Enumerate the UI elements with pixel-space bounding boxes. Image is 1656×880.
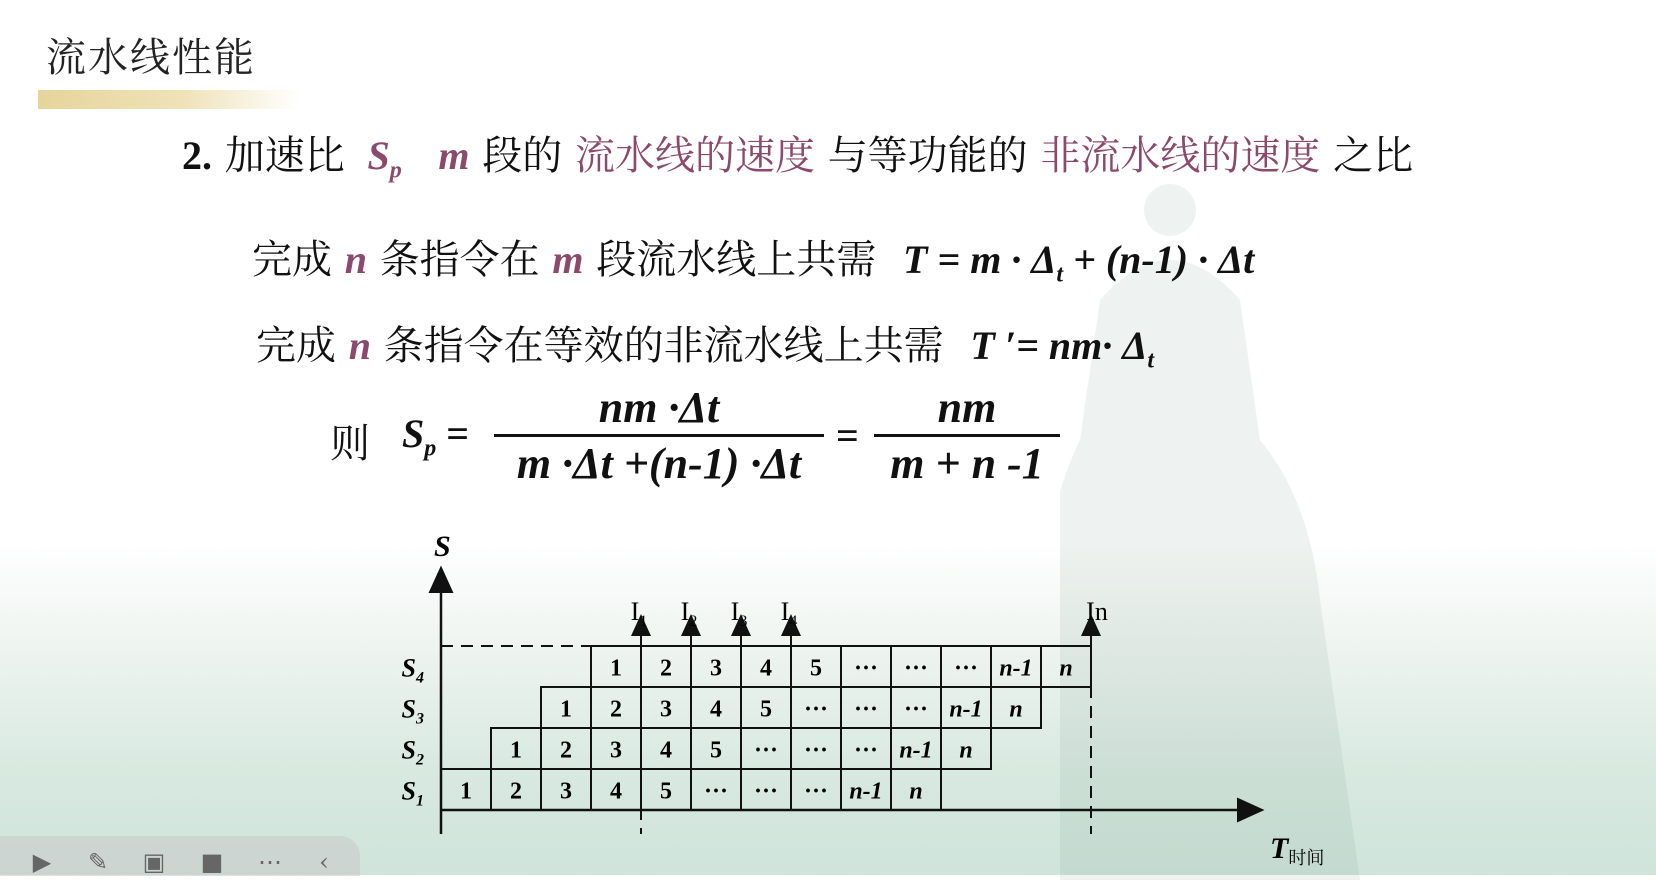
stage-label: $S_1$ <box>401 776 424 810</box>
stage-count-m: m <box>438 133 470 178</box>
heading-text-2: 段的 <box>482 133 563 179</box>
cell-label: 5 <box>710 737 722 764</box>
equals-sign: = <box>836 413 859 458</box>
x-axis-label: $T_{时间}$ <box>1270 832 1325 869</box>
heading-text-4: 之比 <box>1333 133 1414 179</box>
cell-label: ··· <box>853 696 879 723</box>
cell-label: 4 <box>760 655 772 682</box>
pipeline-time-formula: $T = m \cdot \Delta_t + (n-1) \cdot \Delta t$ <box>902 237 1255 288</box>
output-label: $I_2$ <box>680 597 698 630</box>
cell-label: 3 <box>560 778 572 805</box>
y-axis-label: S <box>434 530 451 563</box>
cell-label: ··· <box>753 737 779 764</box>
cell-label: n-1 <box>949 696 983 723</box>
cell-label: ··· <box>703 778 729 805</box>
speedup-symbol: $S_p$ <box>367 133 402 184</box>
cell-label: n-1 <box>849 778 883 805</box>
cell-label: 5 <box>660 778 672 805</box>
cell-label: ··· <box>803 778 829 805</box>
cell-label: ··· <box>753 778 779 805</box>
line1-n: n <box>344 237 367 282</box>
line1-text-2: 条指令在 <box>379 237 540 283</box>
non-pipeline-time-formula: T ′= $nm\cdot \Delta_t$ <box>970 323 1154 374</box>
cell-label: 3 <box>660 696 672 723</box>
cell-label: 3 <box>610 737 622 764</box>
cell-label: n-1 <box>899 737 933 764</box>
cell-label: 2 <box>660 655 672 682</box>
non-pipeline-speed-highlight: 非流水线的速度 <box>1040 133 1321 179</box>
line1-text-3: 段流水线上共需 <box>596 237 877 283</box>
heading-text-1: 加速比 <box>224 133 345 179</box>
cell-label: ··· <box>953 655 979 682</box>
cell-label: 5 <box>810 655 822 682</box>
cell-label: ··· <box>853 655 879 682</box>
page-title: 流水线性能 <box>46 35 256 81</box>
cell-label: 3 <box>710 655 722 682</box>
cell-label: ··· <box>903 655 929 682</box>
cell-label: 4 <box>660 737 672 764</box>
cell-label: 1 <box>460 778 472 805</box>
stage-label: $S_4$ <box>401 653 424 687</box>
speedup-lhs: $S_p$ = <box>402 411 470 462</box>
cell-label: 4 <box>710 696 722 723</box>
play-icon[interactable]: ▶ <box>32 848 52 876</box>
output-label: $I_3$ <box>730 597 748 630</box>
cell-label: ··· <box>903 696 929 723</box>
cell-label: n-1 <box>999 655 1033 682</box>
then-label: 则 <box>330 421 370 467</box>
screenshot-icon[interactable]: ▣ <box>142 848 166 876</box>
cell-label: n <box>959 737 973 764</box>
cell-label: 4 <box>610 778 622 805</box>
pipeline-speed-highlight: 流水线的速度 <box>574 133 815 179</box>
cell-label: n <box>1059 655 1073 682</box>
line2-text-2: 条指令在等效的非流水线上共需 <box>383 323 944 369</box>
cell-label: 1 <box>560 696 572 723</box>
line1-text-1: 完成 <box>252 237 332 283</box>
cell-label: 1 <box>610 655 622 682</box>
cell-label: 2 <box>610 696 622 723</box>
output-label: In <box>1086 597 1108 626</box>
camera-icon[interactable]: ■ <box>200 848 224 876</box>
collapse-icon[interactable]: ‹ <box>319 848 329 876</box>
output-label: $I_4$ <box>780 597 798 630</box>
cell-label: 5 <box>760 696 772 723</box>
fraction2-denominator: m + n -1 <box>890 439 1044 488</box>
fraction2-numerator: nm <box>937 383 997 432</box>
cell-label: 2 <box>510 778 522 805</box>
line1-m: m <box>552 237 584 282</box>
pen-icon[interactable]: ✎ <box>87 848 109 876</box>
cell-label: n <box>909 778 923 805</box>
stage-label: $S_3$ <box>401 694 424 728</box>
cell-label: 1 <box>510 737 522 764</box>
cell-label: ··· <box>853 737 879 764</box>
item-number: 2. <box>182 133 212 178</box>
line2-n: n <box>348 323 371 368</box>
cell-label: n <box>1009 696 1023 723</box>
fraction1-denominator: m ·Δt +(n-1) ·Δt <box>516 439 802 488</box>
more-icon[interactable]: ⋯ <box>258 848 282 876</box>
fraction1-numerator: nm ·Δt <box>598 383 720 432</box>
output-label: $I_1$ <box>630 597 648 630</box>
cell-label: ··· <box>803 737 829 764</box>
cell-label: ··· <box>803 696 829 723</box>
heading-text-3: 与等功能的 <box>827 133 1028 179</box>
cell-label: 2 <box>560 737 572 764</box>
stage-label: $S_2$ <box>401 735 424 769</box>
line2-text-1: 完成 <box>256 323 336 369</box>
